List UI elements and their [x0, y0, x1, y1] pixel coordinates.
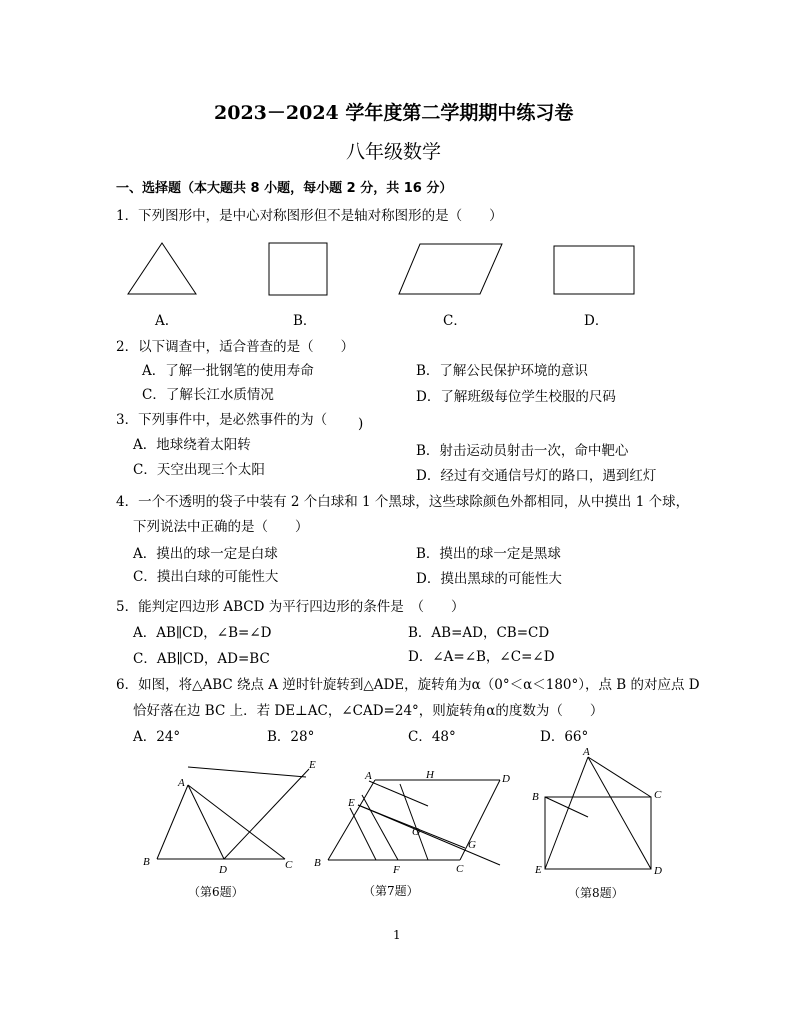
page-number: 1	[393, 928, 401, 942]
q3-option-b: B．射击运动员射击一次，命中靶心	[416, 443, 629, 459]
q2-stem: 2．以下调查中，适合普查的是（ ）	[116, 339, 355, 355]
fig7-label-f: F	[393, 864, 400, 876]
q1-option-d: D．	[584, 313, 609, 329]
fig7-label-b: B	[314, 857, 321, 869]
q6-option-c: C．48°	[408, 729, 456, 745]
q5-stem: 5．能判定四边形 ABCD 为平行四边形的条件是 （ ）	[116, 599, 465, 615]
q4-stem-line2: 下列说法中正确的是（ ）	[133, 519, 309, 535]
fig8-label-b: B	[532, 791, 539, 803]
q5-option-b: B．AB=AD，CB=CD	[408, 625, 550, 641]
fig6-label-e: E	[309, 759, 316, 771]
q3-option-a: A．地球绕着太阳转	[133, 437, 251, 453]
fig8-label-a: A	[583, 746, 590, 758]
fig7-label-d: D	[502, 773, 510, 785]
q3-stem-close: )	[358, 416, 364, 432]
fig6-label-d: D	[219, 864, 227, 876]
figure-8-caption: （第8题）	[568, 886, 624, 900]
fig8-label-e: E	[535, 864, 542, 876]
q1-option-b: B．	[293, 313, 317, 329]
figure-7-caption: （第7题）	[363, 884, 419, 898]
q4-option-b: B．摸出的球一定是黑球	[416, 546, 561, 562]
section-heading: 一、选择题（本大题共 8 小题，每小题 2 分，共 16 分）	[116, 181, 453, 196]
fig8-label-c: C	[654, 789, 662, 801]
q6-stem-line2: 恰好落在边 BC 上．若 DE⊥AC，∠CAD=24°，则旋转角α的度数为（ ）	[133, 703, 604, 719]
q1-option-a: A.	[155, 313, 170, 329]
q5-option-a: A．AB∥CD，∠B=∠D	[133, 625, 272, 641]
q6-option-a: A．24°	[133, 729, 181, 745]
q3-option-d: D．经过有交通信号灯的路口，遇到红灯	[416, 468, 657, 484]
q1-option-c: C．	[443, 313, 467, 329]
figure-6-caption: （第6题）	[188, 885, 244, 899]
fig6-label-b: B	[143, 856, 150, 868]
fig6-label-a: A	[178, 777, 185, 789]
q4-stem-line1: 4．一个不透明的袋子中装有 2 个白球和 1 个黑球，这些球除颜色外都相同，从中摸出 1 个球，	[116, 494, 690, 510]
q1-stem: 1．下列图形中，是中心对称图形但不是轴对称图形的是（ ）	[116, 208, 503, 224]
q4-option-d: D．摸出黑球的可能性大	[416, 571, 562, 587]
q4-option-c: C．摸出白球的可能性大	[133, 569, 279, 585]
figure-6	[135, 755, 325, 880]
fig7-label-c: C	[456, 863, 464, 875]
q6-option-d: D．66°	[540, 729, 589, 745]
exam-title: 2023－2024 学年度第二学期期中练习卷	[214, 102, 574, 124]
q6-stem-line1: 6．如图，将△ABC 绕点 A 逆时针旋转到△ADE，旋转角为α（0°＜α＜180°），点 B 的对应点 D	[116, 677, 700, 693]
q1-shape-square	[265, 240, 331, 298]
fig7-label-h: H	[426, 769, 434, 781]
fig7-label-a: A	[365, 770, 372, 782]
q5-option-c: C．AB∥CD，AD=BC	[133, 651, 270, 667]
q4-option-a: A．摸出的球一定是白球	[133, 546, 278, 562]
q2-option-d: D．了解班级每位学生校服的尺码	[416, 389, 616, 405]
q3-stem: 3．下列事件中，是必然事件的为（	[116, 412, 328, 428]
q1-shape-triangle	[124, 240, 200, 298]
figure-8	[528, 742, 678, 882]
figure-7	[310, 760, 510, 880]
q2-option-a: A．了解一批钢笔的使用寿命	[142, 363, 314, 379]
fig7-label-e: E	[348, 797, 355, 809]
q2-option-b: B．了解公民保护环境的意识	[416, 363, 588, 379]
fig6-label-c: C	[285, 859, 293, 871]
q1-shape-quadrilateral	[550, 240, 640, 298]
q1-shape-parallelogram	[396, 240, 508, 298]
q3-option-c: C．天空出现三个太阳	[133, 462, 265, 478]
fig8-label-d: D	[654, 865, 662, 877]
fig7-label-g: G	[468, 839, 476, 851]
q5-option-d: D．∠A=∠B，∠C=∠D	[408, 649, 555, 665]
exam-subtitle: 八年级数学	[346, 141, 442, 163]
q2-option-c: C．了解长江水质情况	[142, 387, 274, 403]
fig7-label-o: O	[412, 826, 420, 838]
q6-option-b: B．28°	[267, 729, 315, 745]
